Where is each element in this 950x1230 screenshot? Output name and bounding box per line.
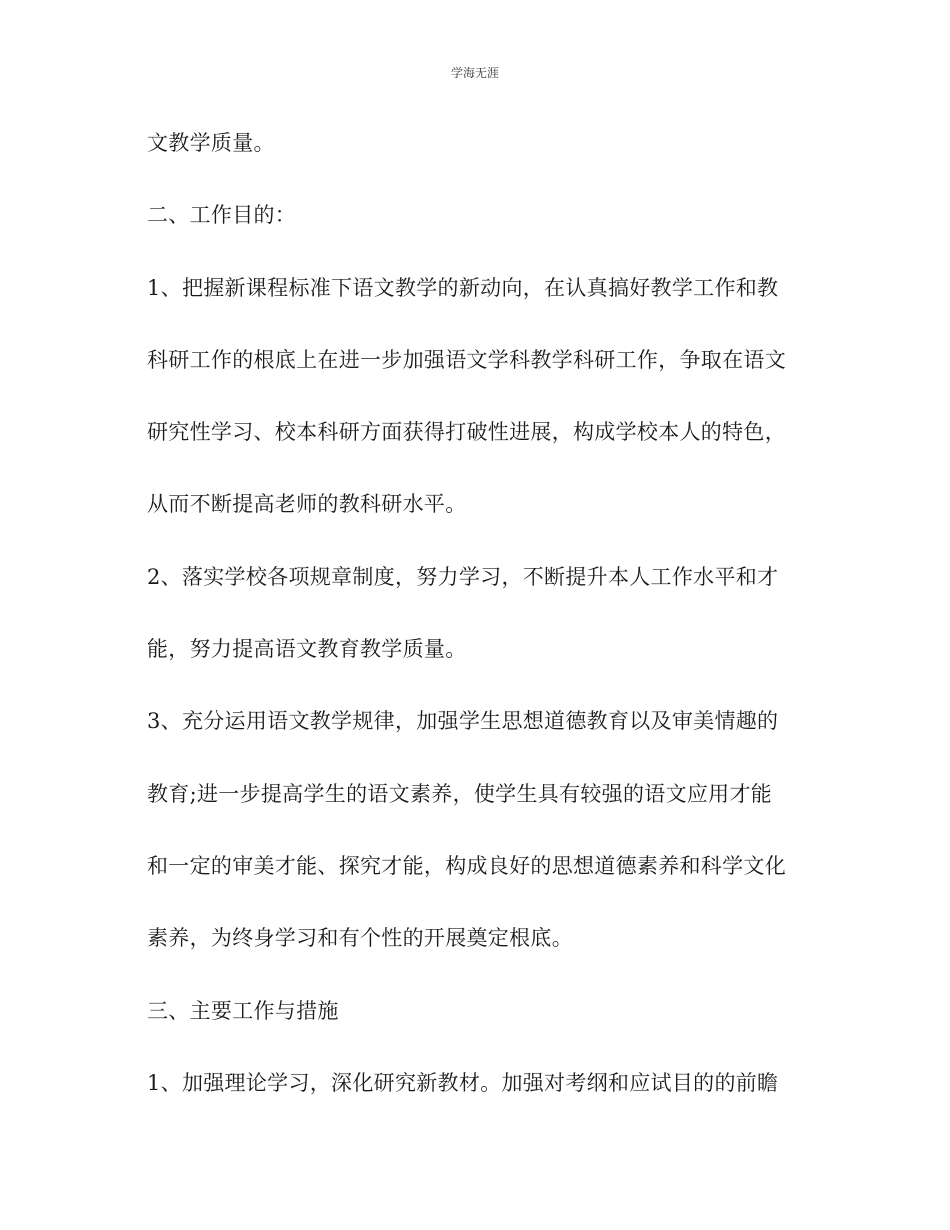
text-line: 1、把握新课程标准下语文教学的新动向，在认真搞好教学工作和教 [147, 275, 779, 300]
text-line: 2、落实学校各项规章制度，努力学习，不断提升本人工作水平和才 [147, 564, 779, 589]
text-line: 和一定的审美才能、探究才能，构成良好的思想道德素养和科学文化 [147, 853, 786, 878]
text-line: 从而不断提高老师的教科研水平。 [147, 492, 467, 517]
page-header: 学海无涯 [450, 66, 499, 80]
section-heading: 二、工作目的： [147, 203, 297, 228]
text-line: 教育;进一步提高学生的语文素养，使学生具有较强的语文应用才能 [147, 781, 773, 806]
text-line: 素养，为终身学习和有个性的开展奠定根底。 [147, 926, 573, 951]
text-line: 文教学质量。 [147, 131, 275, 155]
text-line: 1、加强理论学习，深化研究新教材。加强对考纲和应试目的的前瞻 [147, 1070, 779, 1095]
text-line: 研究性学习、校本科研方面获得打破性进展，构成学校本人的特色， [147, 420, 786, 445]
document-body [147, 125, 807, 1137]
text-line: 3、充分运用语文教学规律，加强学生思想道德教育以及审美情趣的 [147, 709, 779, 734]
text-line: 能，努力提高语文教育教学质量。 [147, 637, 467, 662]
section-heading: 三、主要工作与措施 [147, 998, 339, 1023]
text-line: 科研工作的根底上在进一步加强语文学科教学科研工作，争取在语文 [147, 347, 786, 372]
